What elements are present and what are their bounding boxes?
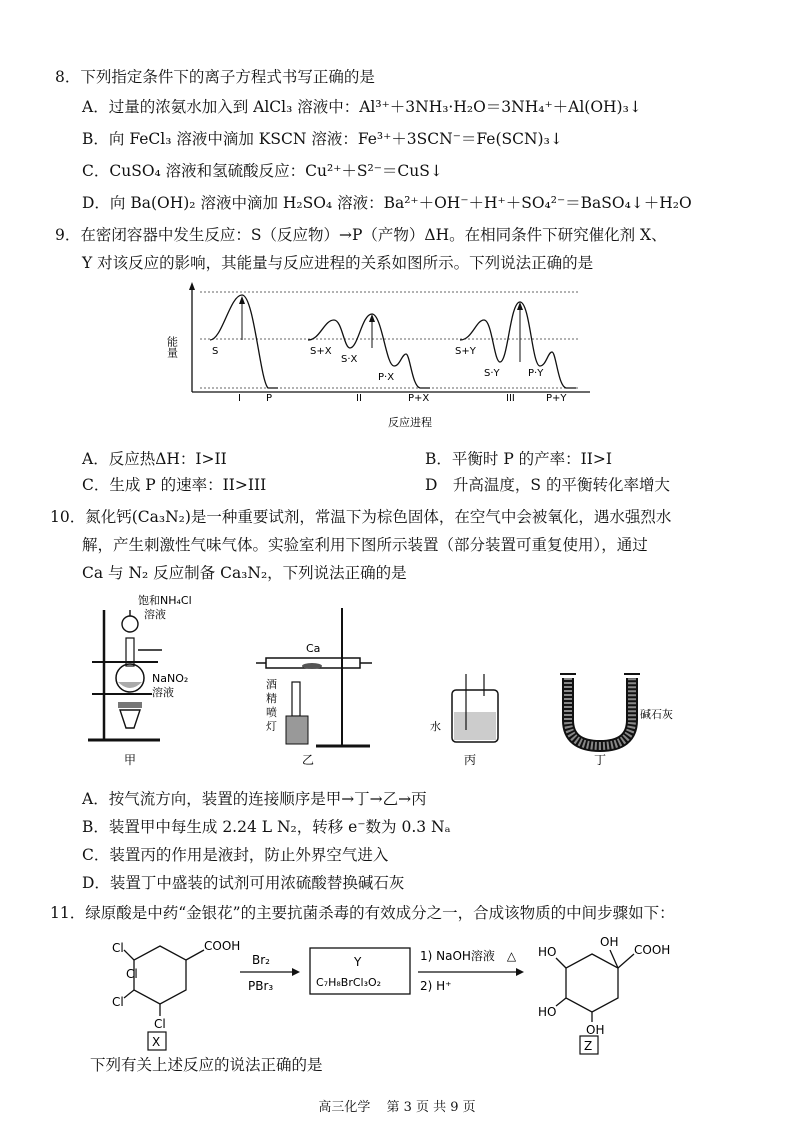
q8-stem: 8．下列指定条件下的离子方程式书写正确的是	[55, 68, 375, 86]
bing-label-water: 水	[430, 720, 441, 733]
energy-axis-label: 能量	[165, 336, 179, 358]
yi-lamp-4: 灯	[266, 720, 277, 733]
q8-option-c: C．CuSO₄ 溶液和氢硫酸反应：Cu²⁺＋S²⁻＝CuS↓	[82, 162, 443, 180]
yi-lamp-3: 喷	[266, 706, 277, 719]
yi-label-ca: Ca	[306, 642, 321, 655]
energy-diagram	[160, 280, 600, 440]
q10-stem-3: Ca 与 N₂ 反应制备 Ca₃N₂，下列说法正确的是	[82, 564, 407, 582]
label-s-plus-y: S+Y	[455, 346, 476, 357]
jia-label-nh4cl: 饱和NH₄Cl	[138, 594, 192, 607]
q9-option-d: D 升高温度，S 的平衡转化率增大	[425, 476, 670, 494]
x-cl-3: Cl	[154, 1017, 166, 1031]
q8-option-b: B．向 FeCl₃ 溶液中滴加 KSCN 溶液：Fe³⁺＋3SCN⁻＝Fe(SCN)₃↓	[82, 130, 563, 148]
q8-option-a: A．过量的浓氨水加入到 AlCl₃ 溶液中：Al³⁺＋3NH₃·H₂O＝3NH₄⁺＋Al(OH)₃↓	[82, 98, 642, 116]
y-compound-name: Y	[354, 955, 362, 969]
apparatus-name-jia: 甲	[124, 753, 137, 767]
yi-lamp-1: 酒	[266, 678, 277, 691]
x-cl-2: Cl	[112, 995, 124, 1009]
reagent-h-plus: 2) H⁺	[420, 979, 452, 993]
label-s-dot-y: S·Y	[484, 368, 500, 379]
x-compound-label: X	[152, 1035, 161, 1049]
q9-stem-1: 9．在密闭容器中发生反应：S（反应物）→P（产物）ΔH。在相同条件下研究催化剂 X、	[55, 226, 667, 244]
label-p-plus-x: P+X	[408, 393, 430, 404]
x-cl-1: Cl	[112, 941, 124, 955]
label-s-dot-x: S·X	[341, 354, 358, 365]
z-cooh: COOH	[634, 943, 671, 957]
z-oh-2: OH	[600, 935, 619, 949]
label-p-dot-y: P·Y	[528, 368, 544, 379]
jia-label-solution-1: 溶液	[144, 608, 166, 621]
synthesis-scheme	[100, 926, 720, 1056]
q11-ask: 下列有关上述反应的说法正确的是	[90, 1056, 323, 1074]
y-compound-formula: C₇H₈BrCl₃O₂	[316, 976, 382, 989]
q10-option-b: B．装置甲中每生成 2.24 L N₂，转移 e⁻数为 0.3 Nₐ	[82, 818, 451, 836]
apparatus-name-yi: 乙	[302, 753, 315, 767]
q9-stem-2: Y 对该反应的影响，其能量与反应进程的关系如图所示。下列说法正确的是	[82, 254, 594, 272]
q8-option-d: D．向 Ba(OH)₂ 溶液中滴加 H₂SO₄ 溶液：Ba²⁺＋OH⁻＋H⁺＋SO₄²⁻＝BaSO₄↓＋H₂O	[82, 194, 692, 212]
label-i: I	[238, 393, 241, 404]
z-ho-2: HO	[538, 1005, 557, 1019]
jia-label-solution-2: 溶液	[152, 686, 174, 699]
page-footer	[0, 1096, 794, 1115]
label-p: P	[266, 393, 273, 404]
apparatus-name-bing: 丙	[464, 753, 477, 767]
footer-page: 第 3 页 共 9 页	[386, 1100, 476, 1115]
ding-label-soda-lime: 碱石灰	[640, 708, 673, 721]
x-cl-4: Cl	[126, 967, 138, 981]
q10-stem-1: 10．氮化钙(Ca₃N₂)是一种重要试剂，常温下为棕色固体，在空气中会被氧化，遇水强烈水	[50, 508, 672, 526]
q10-option-d: D．装置丁中盛装的试剂可用浓硫酸替换碱石灰	[82, 874, 405, 892]
label-s: S	[212, 346, 219, 357]
reagent-naoh: 1) NaOH溶液 △	[420, 949, 517, 963]
apparatus-name-ding: 丁	[594, 753, 607, 767]
q11-stem: 11．绿原酸是中药“金银花”的主要抗菌杀毒的有效成分之一，合成该物质的中间步骤如下：	[50, 904, 675, 922]
reagent-pbr3: PBr₃	[248, 979, 274, 993]
yi-lamp-2: 精	[266, 692, 277, 705]
label-p-plus-y: P+Y	[546, 393, 567, 404]
z-oh-1: OH	[586, 1023, 605, 1037]
label-ii: II	[356, 393, 362, 404]
label-s-plus-x: S+X	[310, 346, 332, 357]
z-ho-1: HO	[538, 945, 557, 959]
x-axis-label: 反应进程	[388, 416, 432, 429]
q9-option-b: B．平衡时 P 的产率：II>I	[425, 450, 613, 468]
reagent-br2: Br₂	[252, 953, 270, 967]
jia-label-nano2: NaNO₂	[152, 672, 189, 685]
q10-option-a: A．按气流方向，装置的连接顺序是甲→丁→乙→丙	[82, 790, 427, 808]
label-p-dot-x: P·X	[378, 372, 395, 383]
x-cooh: COOH	[204, 939, 241, 953]
q9-option-a: A．反应热ΔH：I>II	[82, 450, 227, 468]
label-iii: III	[506, 393, 515, 404]
apparatus-figure	[80, 590, 720, 772]
q10-stem-2: 解，产生刺激性气味气体。实验室利用下图所示装置（部分装置可重复使用），通过	[82, 536, 648, 554]
footer-subject: 高三化学	[318, 1100, 371, 1115]
z-compound-label: Z	[584, 1039, 593, 1053]
q9-option-c: C．生成 P 的速率：II>III	[82, 476, 267, 494]
q10-option-c: C．装置丙的作用是液封，防止外界空气进入	[82, 846, 389, 864]
